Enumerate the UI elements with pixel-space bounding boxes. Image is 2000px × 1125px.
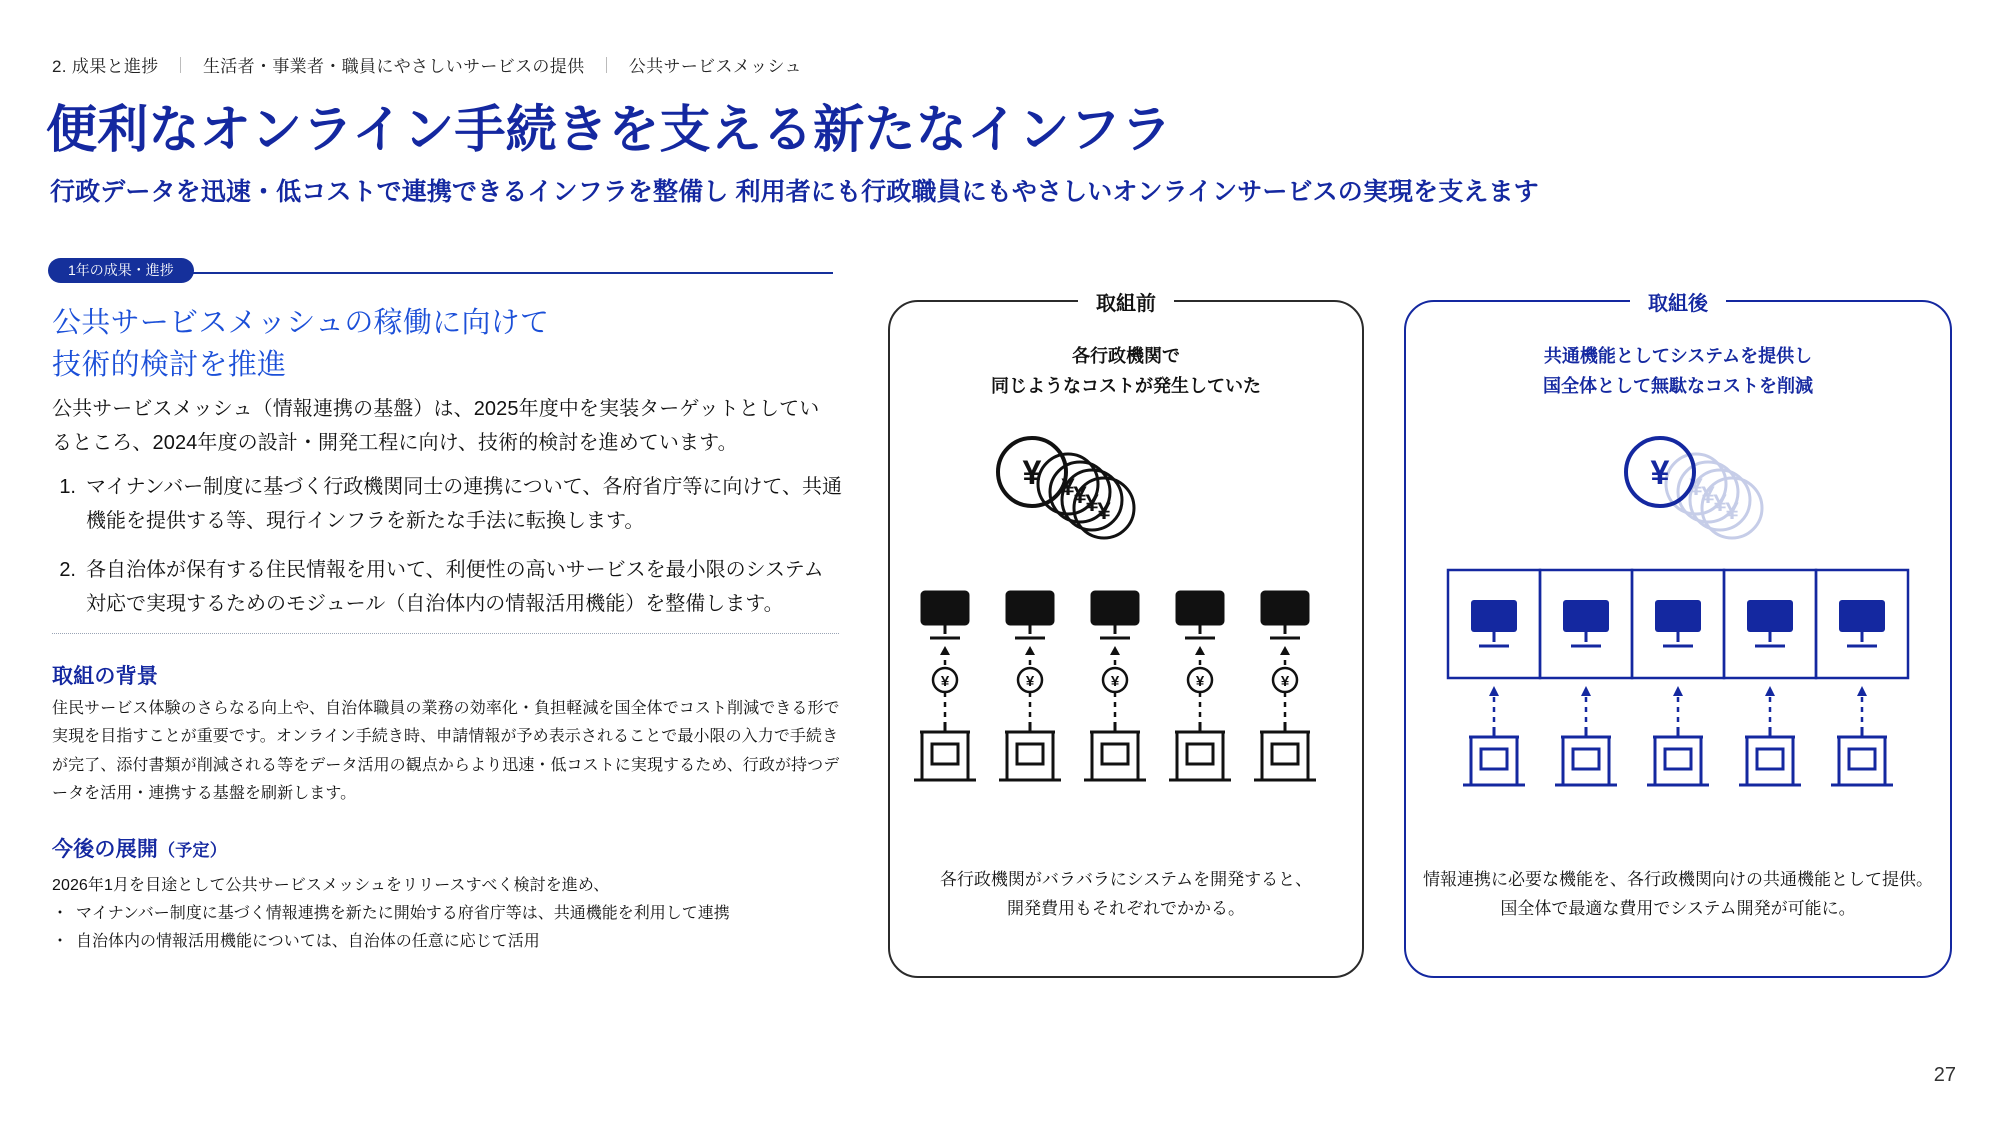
arrow-head-icon: [940, 646, 1290, 655]
monitor-icon: [1177, 592, 1223, 638]
panel-before-footer-line-1: 各行政機関がバラバラにシステムを開発すると、: [939, 869, 1313, 889]
list-item: [52, 928, 842, 956]
panel-before-diagram: [890, 422, 1362, 852]
list-item-number: 2.: [59, 558, 76, 581]
section-header: [48, 258, 838, 288]
panel-after-label: 取組後: [1630, 287, 1726, 316]
panel-after-heading-line-2: 国全体として無駄なコストを削減: [1543, 375, 1813, 396]
panel-after-footer-line-1: 情報連携に必要な機能を、各行政機関向けの共通機能として提供。: [1423, 869, 1933, 889]
panel-before-label: 取組前: [1078, 287, 1174, 316]
list-item: [52, 900, 842, 928]
svg-text:¥: ¥: [1025, 673, 1035, 690]
list-item-text: マイナンバー制度に基づく行政機関同士の連携について、各府省庁等に向けて、共通機能を提供する等、現行インフラを新たな手法に転換します。: [86, 476, 842, 533]
svg-text:¥: ¥: [1280, 673, 1290, 690]
monitor-icon: [1262, 592, 1308, 638]
government-building-icon: [1463, 727, 1893, 785]
monitor-icon: [1007, 592, 1053, 638]
svg-text:¥: ¥: [1701, 482, 1715, 509]
panel-after-diagram: [1406, 422, 1950, 852]
lead-heading-line-2: 技術的検討を推進: [52, 349, 287, 382]
page-number: 27: [1933, 1064, 1956, 1086]
list-item: [52, 470, 842, 539]
svg-text:¥: ¥: [1097, 498, 1111, 525]
list-item-text: 自治体内の情報活用機能については、自治体の任意に応じて活用: [76, 933, 540, 951]
future-intro: 2026年1月を目途として公共サービスメッシュをリリースすべく検討を進め、: [52, 877, 610, 894]
breadcrumb: [52, 52, 802, 77]
future-heading-main: 今後の展開: [52, 838, 159, 861]
list-item-text: 各自治体が保有する住民情報を用いて、利便性の高いサービスを最小限のシステム対応で実現するためのモジュール（自治体内の情報活用機能）を整備します。: [86, 558, 824, 616]
list-item-text: マイナンバー制度に基づく情報連携を新たに開始する府省庁等は、共通機能を利用して連携: [76, 905, 730, 922]
panel-after-footer: [1406, 865, 1950, 925]
svg-text:¥: ¥: [1085, 490, 1099, 517]
breadcrumb-item-3: 公共サービスメッシュ: [628, 57, 802, 76]
svg-text:¥: ¥: [1073, 482, 1087, 509]
monitor-icon: [1471, 600, 1517, 646]
panel-before-heading: [890, 342, 1362, 401]
page-subtitle: 行政データを迅速・低コストで連携できるインフラを整備し 利用者にも行政職員にもやさしいオンラインサービスの実現を支えます: [50, 178, 1539, 206]
government-building-icon: [914, 722, 1316, 780]
arrow-head-icon: [1489, 686, 1867, 696]
background-text: 住民サービス体験のさらなる向上や、自治体職員の業務の効率化・負担軽減を国全体でコスト削減できる形で実現を目指すことが重要です。オンライン手続き時、申請情報が予め表示されることで最小限の入力で手続きが完了、添付書類が削減される等をデータ活用の観点からより迅速・低コストに実現するため、行政が持つデータを活用・連携する基盤を刷新します。: [52, 700, 840, 803]
body-paragraph: 公共サービスメッシュ（情報連携の基盤）は、2025年度中を実装ターゲットとしているところ、2024年度の設計・開発工程に向け、技術的検討を進めています。: [52, 398, 820, 455]
panel-before-heading-line-1: 各行政機関で: [1072, 346, 1180, 366]
monitor-icon: [922, 592, 968, 638]
background-heading: 取組の背景: [52, 665, 159, 688]
breadcrumb-separator-2: ｜: [598, 58, 615, 75]
panel-after-heading: [1406, 342, 1950, 401]
divider: [52, 633, 839, 634]
svg-text:¥: ¥: [1725, 498, 1739, 525]
monitor-icon: [1655, 600, 1701, 646]
future-bullets: [52, 900, 842, 957]
panel-after-footer-line-2: 国全体で最適な費用でシステム開発が可能に。: [1500, 899, 1856, 919]
svg-text:¥: ¥: [1022, 454, 1042, 492]
list-item-number: 1.: [59, 476, 76, 498]
section-tag: 1年の成果・進捗: [48, 258, 194, 283]
svg-text:¥: ¥: [1110, 673, 1120, 690]
svg-text:¥: ¥: [1195, 673, 1205, 690]
list-item: [52, 553, 842, 622]
breadcrumb-separator-1: ｜: [172, 58, 189, 75]
monitor-icon: [1563, 600, 1609, 646]
panel-before-footer-line-2: 開発費用もそれぞれでかかる。: [1007, 899, 1245, 919]
bullet-icon: ・: [52, 933, 69, 951]
lead-heading-line-1: 公共サービスメッシュの稼働に向けて: [52, 307, 550, 339]
breadcrumb-item-1: 2. 成果と進捗: [52, 57, 159, 76]
panel-before-footer: [890, 865, 1362, 925]
monitor-icon: [1092, 592, 1138, 638]
future-heading-suffix: （予定）: [158, 841, 227, 860]
arrow-up-icon: [1494, 696, 1862, 722]
breadcrumb-item-2: 生活者・事業者・職員にやさしいサービスの提供: [202, 57, 585, 76]
svg-text:¥: ¥: [1689, 474, 1703, 501]
page-title: 便利なオンライン手続きを支える新たなインフラ: [46, 101, 1173, 158]
bullet-icon: ・: [52, 905, 69, 922]
monitor-icon: [1747, 600, 1793, 646]
svg-text:¥: ¥: [1713, 490, 1727, 517]
svg-text:¥: ¥: [940, 673, 950, 690]
svg-text:¥: ¥: [1061, 474, 1075, 501]
panel-before: [888, 293, 1364, 978]
numbered-list: [52, 470, 842, 636]
panel-after: [1404, 293, 1952, 978]
panel-after-heading-line-1: 共通機能としてシステムを提供し: [1543, 346, 1813, 366]
panel-before-heading-line-2: 同じようなコストが発生していた: [991, 375, 1261, 396]
svg-text:¥: ¥: [1650, 454, 1670, 492]
lead-heading: [52, 302, 549, 386]
monitor-icon: [1839, 600, 1885, 646]
future-heading: [52, 833, 227, 863]
